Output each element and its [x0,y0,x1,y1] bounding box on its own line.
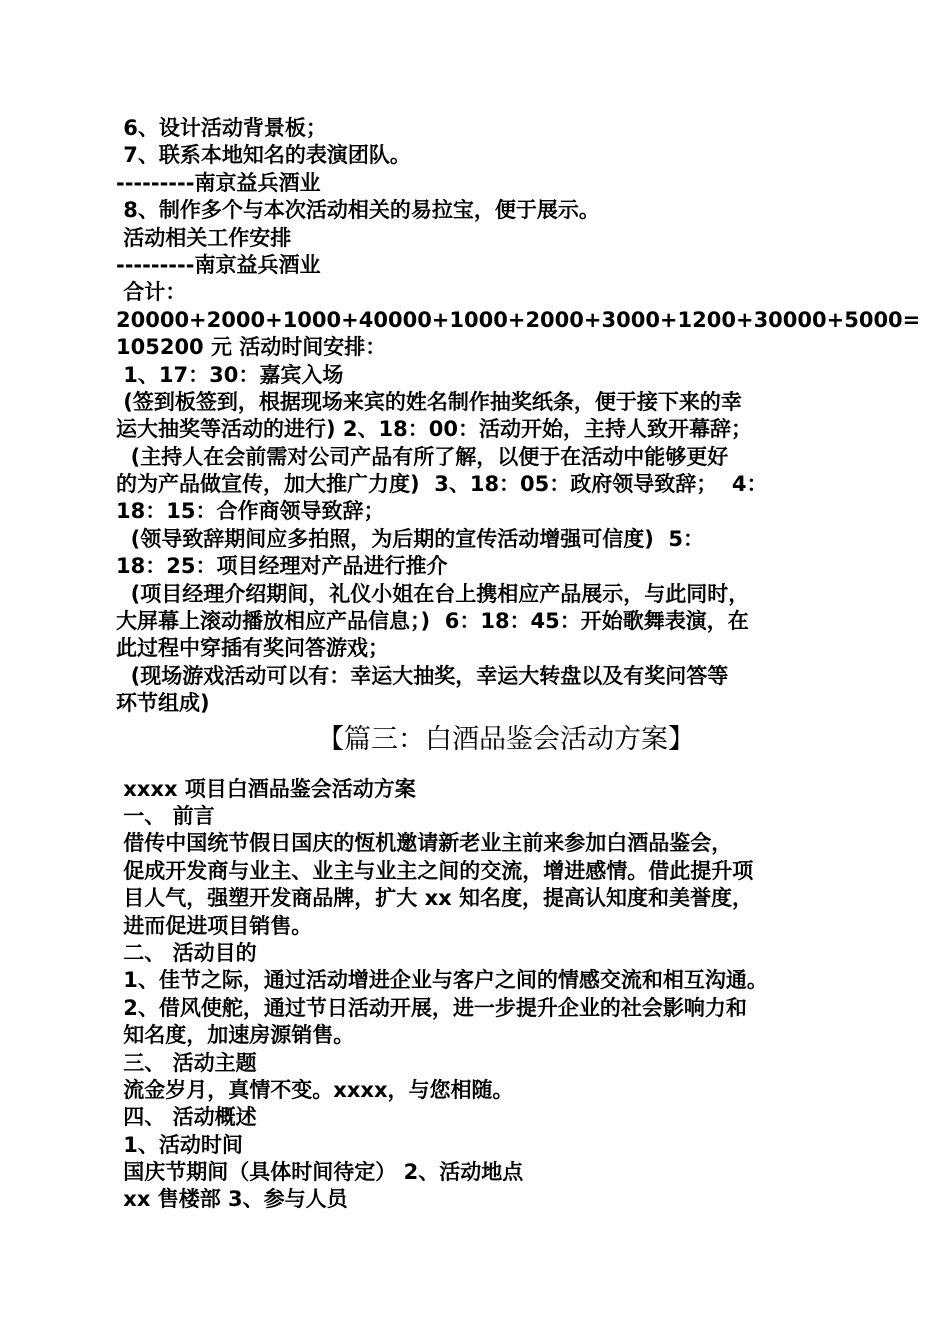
text-line: (领导致辞期间应多拍照，为后期的宣传活动增强可信度) 5： [116,526,705,551]
section-liquor-tasting-plan [116,776,836,1214]
text-line: 2、借风使舵，通过节日活动开展，进一步提升企业的社会影响力和 [116,995,747,1020]
text-line: (现场游戏活动可以有：幸运大抽奖，幸运大转盘以及有奖问答等 [116,663,729,688]
text-line: 国庆节期间（具体时间待定） 2、活动地点 [116,1160,524,1185]
text-line: 环节组成) [116,691,210,716]
text-line: 此过程中穿插有奖问答游戏； [116,636,389,661]
text-line: (主持人在会前需对公司产品有所了解，以便于在活动中能够更好 [116,444,729,469]
text-line: 运大抽奖等活动的进行) 2、18：00：活动开始，主持人致开幕辞； [116,417,752,442]
text-line: (签到板签到，根据现场来宾的姓名制作抽奖纸条，便于接下来的幸 [116,389,742,414]
text-line: ---------南京益兵酒业 [116,170,321,195]
section-heading: 【篇三：白酒品鉴会活动方案】 [317,723,695,755]
text-line: 1、活动时间 [116,1132,243,1157]
text-line: 促成开发商与业主、业主与业主之间的交流，增进感情。借此提升项 [116,858,754,883]
text-line: 20000+2000+1000+40000+1000+2000+3000+1200+30000+5000= [116,307,921,332]
text-line: 四、 活动概述 [116,1105,257,1130]
text-line: 流金岁月，真情不变。xxxx，与您相随。 [116,1077,514,1102]
document-body [116,115,921,1214]
text-line: 大屏幕上滚动播放相应产品信息；) 6：18：45：开始歌舞表演，在 [116,609,749,634]
text-line: 的为产品做宣传，加大推广力度) 3、18：05：政府领导致辞； 4： [116,472,768,497]
text-line: 6、设计活动背景板； [116,116,327,140]
text-line: 18：25：项目经理对产品进行推介 [116,554,448,579]
text-line: (项目经理介绍期间，礼仪小姐在台上携相应产品展示，与此同时， [116,581,750,606]
text-line: xx 售楼部 3、参与人员 [116,1187,348,1212]
text-line: 目人气，强塑开发商品牌，扩大 xx 知名度，提高认知度和美誉度， [116,886,754,911]
text-line: 借传中国统节假日国庆的恆机邀请新老业主前来参加白酒品鉴会， [116,831,733,856]
text-line: ---------南京益兵酒业 [116,252,321,277]
text-line: 一、 前言 [116,803,215,828]
text-line: 进而促进项目销售。 [116,913,313,938]
text-line: 二、 活动目的 [116,940,257,965]
text-line: 18：15：合作商领导致辞； [116,499,385,524]
text-line: xxxx 项目白酒品鉴会活动方案 [116,776,416,801]
text-line: 活动相关工作安排 [116,225,292,250]
text-line: 8、制作多个与本次活动相关的易拉宝，便于展示。 [116,198,600,223]
text-line: 1、佳节之际，通过活动增进企业与客户之间的情感交流和相互沟通。 [116,968,768,993]
text-line: 三、 活动主题 [116,1050,257,1075]
text-line: 知名度，加速房源销售。 [116,1023,355,1048]
section-plan-details [116,115,921,718]
text-line: 7、联系本地知名的表演团队。 [116,143,411,168]
text-line: 合计： [116,280,187,305]
text-line: 105200 元 活动时间安排： [116,335,387,360]
text-line: 1、17：30：嘉宾入场 [116,362,344,387]
